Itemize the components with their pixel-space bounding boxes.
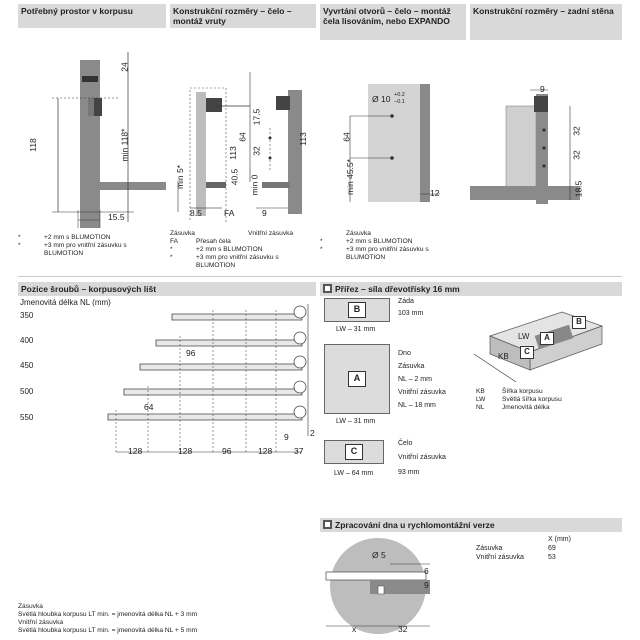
length-450: 450 [20,361,34,370]
note-line: Světlá hloubka korpusu LT min. = jmenovitá délka NL + 5 mm [18,627,198,634]
note-row: BLUMOTION [196,262,236,269]
note-row: BLUMOTION [346,254,386,261]
header-front-screws: Konstrukční rozměry – čelo – montáž vruty [170,4,316,28]
panel2-notes [170,230,293,270]
header-space-required: Potřebný prostor v korpusu [18,4,166,28]
dim-24: 24 [119,62,130,72]
dim-113: 113 [227,146,238,160]
note-row: BLUMOTION [44,250,84,257]
front-screws-drawing [170,32,316,222]
iso-b: B [572,316,586,329]
dim-6: 6 [424,566,429,576]
note-row: * +3 mm pro vnitřní zásuvku s [320,246,429,253]
iso-lw: LW [518,332,530,341]
dim-32b: 32 [571,150,582,160]
section-icon [323,284,332,293]
piece-a-name: Dno [398,350,411,357]
dim-118: 118 [27,138,38,152]
divider [18,276,622,277]
note-row: * +2 mm s BLUMOTION [18,234,111,241]
dim-bottom-3: 96 [222,446,232,456]
dim-min-0: min 0 [249,174,260,196]
note-row: * +3 mm pro vnitřní zásuvku s [18,242,127,249]
dim-bottom-4: 128 [258,446,273,456]
length-550: 550 [20,413,34,422]
piece-a-inner: Vnitřní zásuvka [398,389,446,396]
length-400: 400 [20,336,34,345]
dim-fa: FA [224,208,235,218]
note-line: Zásuvka [18,603,43,610]
note-row: FA Přesah čela [170,238,231,245]
dim-9: 9 [424,580,429,590]
table-head: X (mm) [548,536,571,543]
piece-a-inner-val: NL – 18 mm [398,402,436,409]
piece-a-drawer: Zásuvka [398,363,425,370]
screws-subtitle: Jmenovitá délka NL (mm) [20,298,111,307]
col-heads: Zásuvka Vnitřní zásuvka [170,230,294,237]
dim-113b: 113 [297,132,308,146]
table-row-2-value: 53 [548,554,556,561]
dim-32: 32 [251,146,262,156]
dim-dia-10: Ø 10 [372,94,391,104]
dim-18-5: 18.5 [573,180,584,198]
note-line: Vnitřní zásuvka [18,619,64,626]
screws-notes [18,603,197,635]
piece-c-label: C [345,444,363,460]
piece-c-size: 93 mm [398,469,420,476]
length-500: 500 [20,387,34,396]
dim-12: 12 [430,188,440,198]
back-panel-drawing [470,44,622,214]
dim-96-mid: 96 [186,348,196,358]
dim-9: 9 [540,84,545,94]
dim-min-45-5: min 45.5* [344,159,355,195]
piece-b-width: LW – 31 mm [336,326,376,333]
dim-64-mid: 64 [144,402,154,412]
dim-bottom-5: 37 [294,446,304,456]
iso-c: C [520,346,534,359]
dim-right-9: 9 [284,432,289,442]
note-row: * +3 mm pro vnitřní zásuvku s [170,254,279,261]
dim-right-2: 2 [310,428,315,438]
table-row-2-label: Vnitřní zásuvka [476,554,524,561]
screw-rails-drawing [100,300,316,470]
dim-9: 9 [262,208,267,218]
legend-row: KB Šířka korpusu [476,388,543,395]
screws-title: Pozice šroubů – korpusových lišt [18,282,316,296]
quick-mount-drawing [320,534,470,638]
legend-row: LW Světlá šířka korpusu [476,396,562,403]
section-icon [323,520,332,529]
dim-x: x [352,624,357,634]
length-350: 350 [20,311,34,320]
dim-64: 64 [341,132,352,142]
note-line: Světlá hloubka korpusu LT min. = jmenovitá délka NL + 3 mm [18,611,198,618]
note-row: * +2 mm s BLUMOTION [320,238,413,245]
piece-c-inner: Vnitřní zásuvka [398,454,446,461]
piece-a-label: A [348,371,366,387]
note-row: * +2 mm s BLUMOTION [170,246,263,253]
tol-up: +0.2 [394,92,405,98]
dim-40-5: 40.5 [229,168,240,186]
iso-kb: KB [498,352,509,361]
bottom-title: Zpracování dna u rychlomontážní verze [320,518,622,532]
header-drilling-holes: Vyvrtání otvorů – čelo – montáž čela lisováním, nebo EXPANDO [320,4,466,40]
dim-15-5: 15.5 [108,212,125,222]
piece-b-name: Záda [398,298,414,305]
table-row-1-label: Zásuvka [476,545,503,552]
dim-8-5: 8.5 [190,208,202,218]
header-back-panel: Konstrukční rozměry – zadní stěna [470,4,622,40]
dim-bottom-1: 128 [128,446,143,456]
piece-a-width: LW – 31 mm [336,418,376,425]
piece-c-name: Čelo [398,440,413,447]
panel1-notes [18,234,127,258]
space-required-drawing [18,32,166,232]
piece-b-label: B [348,302,366,318]
cut-title: Přířez – síla dřevotřísky 16 mm [320,282,622,296]
panel3-notes [320,230,429,262]
dim-32: 32 [398,624,408,634]
dim-17-5: 17.5 [251,108,262,126]
iso-a: A [540,332,554,345]
piece-a-drawer-val: NL – 2 mm [398,376,432,383]
dim-min-5: min 5* [175,164,186,190]
cut-legend [476,388,562,412]
piece-b-size: 103 mm [398,310,424,317]
drilling-holes-drawing [320,44,466,214]
dim-min-118: min 118* [119,128,130,162]
tol-down: −0.1 [394,99,405,105]
legend-row: NL Jmenovitá délka [476,404,550,411]
dim-dia-5: Ø 5 [372,550,386,560]
dim-32a: 32 [571,126,582,136]
table-row-1-value: 69 [548,545,556,552]
dim-bottom-2: 128 [178,446,193,456]
piece-c-width: LW – 64 mm [334,470,374,477]
dim-64: 64 [237,132,248,142]
note-row: Zásuvka [346,230,371,237]
